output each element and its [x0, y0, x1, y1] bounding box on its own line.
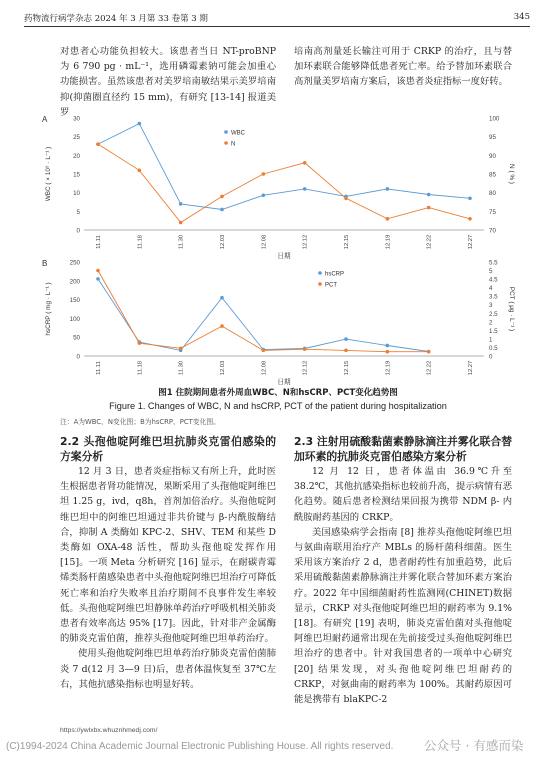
paragraph: 培南高剂量延长输注可用于 CRKP 的治疗，且与替加环素联合能够降低患者死亡率。给予替加环素联合高剂量美罗培南方案后，该患者炎症指标一度好转。	[294, 46, 512, 88]
data-point-wbc	[262, 193, 266, 197]
y2-tick-label: 1.5	[489, 327, 498, 335]
y2-tick-label: 0	[489, 353, 493, 361]
data-point-pct	[386, 350, 390, 354]
data-point-hscrp	[386, 344, 390, 348]
x-axis-label: 日期	[277, 379, 291, 385]
x-tick-label: 12.15	[344, 360, 350, 376]
data-point-pct	[96, 269, 100, 273]
series-line-pct	[98, 271, 429, 352]
x-tick-label: 11.11	[96, 361, 102, 375]
y2-tick-label: 75	[489, 208, 496, 216]
x-tick-label: 11.30	[178, 234, 185, 250]
x-tick-label: 12.19	[385, 234, 392, 250]
data-point-n	[386, 217, 390, 221]
legend-marker	[318, 271, 322, 275]
x-tick-label: 12.27	[468, 234, 474, 250]
left-column	[60, 434, 276, 692]
x-tick-label: 12.08	[261, 234, 268, 250]
data-point-wbc	[386, 187, 390, 191]
x-tick-label: 12.03	[220, 360, 226, 376]
panel-label: B	[42, 259, 48, 268]
y-tick-label: 100	[69, 315, 80, 323]
y2-tick-label: 100	[489, 115, 500, 123]
series-line-wbc	[98, 124, 470, 210]
data-point-hscrp	[344, 337, 348, 341]
data-point-wbc	[468, 196, 472, 200]
data-point-n	[179, 221, 183, 225]
y2-tick-label: 85	[489, 171, 496, 179]
watermark: 公众号 · 有感而染	[424, 738, 524, 753]
data-point-pct	[179, 347, 183, 351]
y-tick-label: 150	[69, 297, 80, 305]
journal-title: 药物流行病学杂志 2024 年 3 月第 33 卷第 3 期	[24, 14, 208, 24]
x-tick-label: 12.12	[302, 234, 309, 250]
data-point-hscrp	[96, 277, 100, 281]
y2-tick-label: 2	[489, 319, 493, 327]
y2-tick-label: 70	[489, 227, 496, 235]
x-tick-label: 11.18	[137, 234, 144, 250]
y-axis-label: hsCRP ( mg · L⁻¹ )	[45, 282, 52, 336]
data-point-wbc	[303, 187, 307, 191]
figure-note: 注：A为WBC、N变化图；B为hsCRP、PCT变化图。	[60, 418, 220, 426]
y2-tick-label: 95	[489, 134, 496, 142]
legend-marker	[318, 282, 322, 286]
y-axis-label: WBC ( × 10⁹ · L⁻¹ )	[45, 146, 52, 202]
y2-tick-label: 2.5	[489, 310, 498, 318]
data-point-pct	[303, 347, 307, 351]
paragraph: 12 月 12 日，患者体温由 36.9℃升至 38.2℃，其他抗感染指标也较前升高，提示病情有恶化趋势。随后患者检测结果回报为携带 NDM β- 内酰胺耐药基因的 CRKP。	[294, 466, 512, 523]
y2-axis-label: PCT ( μg · L⁻¹ )	[508, 286, 515, 332]
x-tick-label: 12.19	[385, 360, 392, 376]
figure-caption-en: Figure 1. Changes of WBC, N and hsCRP, PCT of the patient during hospitalization	[109, 401, 447, 411]
x-tick-label: 11.30	[178, 360, 185, 376]
x-tick-label: 11.18	[137, 360, 144, 376]
panel-label: A	[42, 115, 48, 124]
data-point-wbc	[138, 122, 142, 126]
data-point-n	[468, 217, 472, 221]
data-point-wbc	[179, 202, 183, 206]
y-tick-label: 15	[73, 171, 80, 179]
series-line-hscrp	[98, 279, 429, 352]
figure-caption-cn: 图1 住院期间患者外周血WBC、N和hsCRP、PCT变化趋势图	[158, 388, 398, 398]
y2-tick-label: 1	[489, 336, 493, 344]
paragraph: 使用头孢他啶阿维巴坦单药治疗肺炎克雷伯菌肺炎 7 d(12 月 3—9 日)后，患者体温恢复至 37℃左右，其他抗感染指标也明显好转。	[60, 648, 276, 690]
data-point-n	[138, 168, 142, 172]
paragraph: 12 月 3 日，患者炎症指标又有所上升，此时医生根据患者肾功能情况，果断采用了头孢他啶阿维巴坦 1.25 g，ivd，q8h，首剂加倍治疗。头孢他啶阿维巴坦中的阿维巴坦通过非共价键与 β-内酰胺酶结合，抑制 A 类酶如 KPC-2、SHV、TEM 和某些 D 类酶如 OXA-48 活性，帮助头孢他啶发挥作用 [15]。一项 Meta 分析研究 [16] 显示，在耐碳青霉烯类肠杆菌感染患者中头孢他啶阿维巴坦治疗可降低死亡率和治疗失败率且治疗期间不良事件发生率较低。头孢他啶阿维巴坦静脉单药治疗呼吸机相关肺炎患者有效率高达 95% [17]。因此，针对非产金属酶的肺炎克雷伯菌，推荐头孢他啶阿维巴坦单药治疗。	[60, 466, 276, 645]
y2-tick-label: 3	[489, 302, 493, 310]
right-column	[294, 434, 512, 707]
data-point-n	[344, 196, 348, 200]
data-point-pct	[220, 324, 224, 328]
paragraph: 对患者心功能负担较大。该患者当日 NT-proBNP 为 6 790 pg · mL⁻¹，选用磷霉素钠可能会加重心功能损害。虽然该患者对美罗培南敏结果示美罗培南抑(抑菌圈直径约 15 mm)，有研究 [13-14] 报道美罗	[60, 46, 276, 118]
y-tick-label: 0	[76, 227, 80, 235]
legend-label: hsCRP	[325, 271, 345, 278]
chart-panel-a	[42, 115, 515, 260]
data-point-pct	[138, 341, 142, 345]
x-tick-label: 12.22	[426, 234, 433, 250]
section-heading: 2.2 头孢他啶阿维巴坦抗肺炎克雷伯感染的方案分析	[60, 435, 276, 463]
copyright-notice: (C)1994-2024 China Academic Journal Electronic Publishing House. All rights reserved.	[6, 741, 394, 752]
x-tick-label: 12.22	[426, 360, 433, 376]
x-tick-label: 12.08	[261, 360, 268, 376]
data-point-n	[96, 142, 100, 146]
journal-url: https://ywlxbx.whuznhmedj.com/	[60, 727, 158, 734]
legend-label: WBC	[231, 130, 245, 137]
y2-axis-label: N ( % )	[508, 164, 515, 184]
data-point-n	[427, 206, 431, 210]
data-point-hscrp	[220, 296, 224, 300]
paragraph: 美国感染病学会指南 [8] 推荐头孢他啶阿维巴坦与氨曲南联用治疗产 MBLs 的肠杆菌科细菌。医生采用该方案治疗 2 d，患者耐药性有加重趋势，此后采用硫酸黏菌素静脉滴注并雾化联合替加环素方案治疗。2022 年中国细菌耐药性监测网(CHINET)数据显示，CRKP 对头孢他啶阿维巴坦的耐药率为 9.1% [18]。有研究 [19] 表明，肺炎克雷伯菌对头孢他啶阿维巴坦耐药通常出现在先前接受过头孢他啶阿维巴坦治疗的患者中。针对我国患者的一项单中心研究 [20] 结果发现，对头孢他啶阿维巴坦耐药的 CRKP，对氨曲南的耐药率为 100%。其耐药原因可能是携带有 blaKPC-2	[294, 526, 512, 706]
y2-tick-label: 4	[489, 285, 493, 293]
x-tick-label: 12.27	[468, 360, 474, 376]
y-tick-label: 0	[76, 353, 80, 361]
y-tick-label: 50	[73, 334, 80, 342]
x-tick-label: 12.15	[344, 234, 350, 250]
x-tick-label: 12.03	[220, 234, 226, 250]
x-tick-label: 12.12	[302, 360, 309, 376]
y-tick-label: 5	[76, 208, 80, 216]
data-point-n	[220, 195, 224, 199]
y2-tick-label: 80	[489, 190, 496, 198]
chart-panel-b	[42, 259, 515, 385]
section-heading: 2.3 注射用硫酸黏菌素静脉滴注并雾化联合替加环素的抗肺炎克雷伯感染方案分析	[294, 435, 512, 463]
legend-label: N	[231, 141, 236, 148]
legend-marker	[224, 141, 228, 145]
y2-tick-label: 5.5	[489, 259, 498, 267]
y-tick-label: 30	[73, 115, 80, 123]
y2-tick-label: 3.5	[489, 293, 498, 301]
y-tick-label: 25	[73, 134, 80, 142]
data-point-n	[303, 161, 307, 165]
y2-tick-label: 4.5	[489, 276, 498, 284]
series-line-n	[98, 141, 470, 222]
data-point-pct	[344, 349, 348, 353]
data-point-wbc	[427, 193, 431, 197]
data-point-pct	[427, 350, 431, 354]
y-tick-label: 10	[73, 190, 80, 198]
y-tick-label: 200	[69, 278, 80, 286]
data-point-wbc	[220, 208, 224, 212]
y-tick-label: 250	[69, 259, 80, 267]
y-tick-label: 20	[73, 152, 80, 160]
y2-tick-label: 5	[489, 268, 493, 276]
page-number: 345	[513, 12, 530, 22]
x-axis-label: 日期	[277, 253, 291, 260]
legend-marker	[224, 130, 228, 134]
data-point-pct	[262, 349, 266, 353]
y2-tick-label: 0.5	[489, 344, 498, 352]
y2-tick-label: 90	[489, 152, 496, 160]
data-point-n	[262, 172, 266, 176]
x-tick-label: 11.11	[96, 235, 102, 249]
legend-label: PCT	[325, 282, 337, 289]
